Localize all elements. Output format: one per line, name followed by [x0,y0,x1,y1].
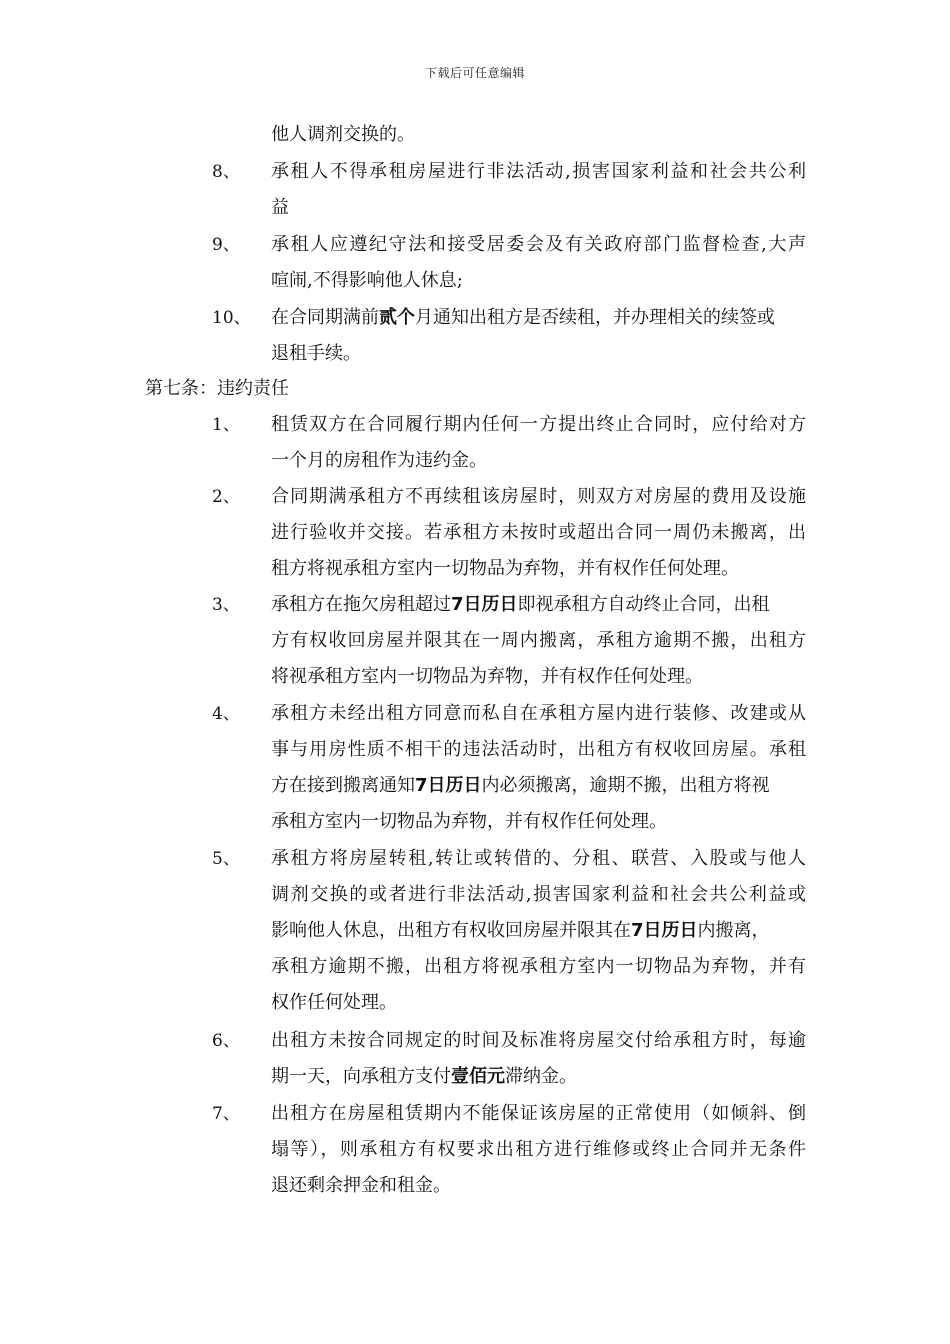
item-text: 出租方在房屋租赁期内不能保证该房屋的正常使用（如倾斜、倒 [271,1103,806,1124]
item-text: 调剂交换的或者进行非法活动,损害国家利益和社会共公利益或 [271,884,806,905]
item-number: 10、 [212,308,251,328]
section-title: 第七条：违约责任 [145,378,289,399]
item-text: 喧闹,不得影响他人休息; [271,270,463,291]
emphasis-text: 7日历日 [451,594,518,615]
emphasis-text: 7日历日 [631,920,698,941]
emphasis-text: 壹佰元 [451,1066,505,1087]
item-text: 进行验收并交接。若承租方未按时或超出合同一周仍未搬离，出 [271,522,806,543]
item-number: 3、 [212,595,240,615]
text-run: 即视承租方自动终止合同，出租 [517,594,770,615]
emphasis-text: 贰个 [379,307,415,328]
item-text: 承租方将房屋转租,转让或转借的、分租、联营、入股或与他人 [271,848,806,869]
page-header: 下载后可任意编辑 [424,66,525,80]
item-text: 退还剩余押金和租金。 [271,1175,451,1196]
item-number: 7、 [212,1104,240,1124]
item-text: 方有权收回房屋并限其在一周内搬离，承租方逾期不搬，出租方 [271,630,806,651]
item-text: 一个月的房租作为违约金。 [271,450,487,471]
text-run: 影响他人休息，出租方有权收回房屋并限其在 [271,920,631,941]
item-number: 9、 [212,235,240,255]
item-text: 承租方室内一切物品为弃物，并有权作任何处理。 [271,811,667,832]
item-text: 将视承租方室内一切物品为弃物，并有权作任何处理。 [271,666,703,687]
item-text: 他人调剂交换的。 [271,124,415,145]
item-number: 6、 [212,1031,240,1051]
item-text: 权作任何处理。 [271,992,397,1013]
item-text: 承租方未经出租方同意而私自在承租方屋内进行装修、改建或从 [271,703,806,724]
item-number: 8、 [212,162,240,182]
item-text [271,587,770,623]
item-text [271,768,770,804]
item-number: 2、 [212,487,240,507]
emphasis-text: 7日历日 [415,775,482,796]
item-text: 退租手续。 [271,343,361,364]
item-text: 承租方逾期不搬，出租方将视承租方室内一切物品为弃物，并有 [271,956,806,977]
item-text: 承租人不得承租房屋进行非法活动,损害国家利益和社会共公利 [271,161,806,182]
text-run: 滞纳金。 [505,1066,577,1087]
item-text: 租方将视承租方室内一切物品为弃物，并有权作任何处理。 [271,558,739,579]
text-run: 在合同期满前 [271,307,379,328]
item-number: 4、 [212,704,240,724]
item-text: 事与用房性质不相干的违法活动时，出租方有权收回房屋。承租 [271,739,806,760]
item-text: 合同期满承租方不再续租该房屋时，则双方对房屋的费用及设施 [271,486,806,507]
item-text [271,913,770,949]
text-run: 内搬离， [697,920,770,941]
item-text [271,1059,577,1095]
item-text: 益 [271,197,289,218]
item-text [271,300,775,336]
item-text: 承租人应遵纪守法和接受居委会及有关政府部门监督检查,大声 [271,234,806,255]
text-run: 方在接到搬离通知 [271,775,415,796]
item-number: 5、 [212,849,240,869]
text-run: 内必须搬离，逾期不搬，出租方将视 [481,775,770,796]
item-number: 1、 [212,415,240,435]
item-text: 租赁双方在合同履行期内任何一方提出终止合同时，应付给对方 [271,414,806,435]
item-text: 出租方未按合同规定的时间及标准将房屋交付给承租方时，每逾 [271,1030,806,1051]
item-text: 塌等），则承租方有权要求出租方进行维修或终止合同并无条件 [271,1139,806,1160]
text-run: 承租方在拖欠房租超过 [271,594,451,615]
text-run: 月通知出租方是否续租，并办理相关的续签或 [415,307,775,328]
text-run: 期一天，向承租方支付 [271,1066,451,1087]
